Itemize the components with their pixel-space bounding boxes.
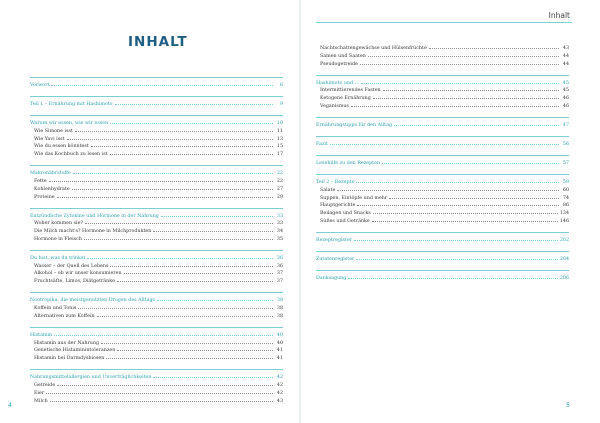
toc-entry-page-number: 146 <box>559 218 569 224</box>
toc-gap <box>316 243 569 248</box>
toc-section-entry[interactable] <box>30 372 283 380</box>
toc-entry-label: Hormone in Fleisch <box>34 236 82 242</box>
toc-entry-label: Nahrungsmittelallergien und Unverträglichkeiten <box>30 375 152 381</box>
section-rule <box>316 136 569 137</box>
page-title: INHALT <box>128 34 188 50</box>
toc-entry-page-number: 13 <box>276 136 283 142</box>
toc-entry-label: Beilagen und Snacks <box>320 211 371 217</box>
toc-entry-label: Hashimoto und … <box>316 80 360 86</box>
section-rule <box>316 117 569 118</box>
toc-entry[interactable] <box>316 185 569 193</box>
dot-leader <box>373 208 558 214</box>
page-gutter <box>299 0 301 423</box>
dot-leader <box>72 184 273 190</box>
dot-leader <box>356 177 559 183</box>
toc-section-entry[interactable] <box>316 235 569 243</box>
dot-leader <box>110 118 273 124</box>
dot-leader <box>157 295 273 301</box>
section-rule <box>30 77 283 78</box>
toc-entry-label: Wie das Kochbuch zu lesen ist <box>34 152 108 158</box>
toc-entry-label: Zutatenregister <box>316 256 355 262</box>
toc-entry-page-number: 46 <box>562 96 569 102</box>
toc-entry-page-number: 37 <box>276 279 283 285</box>
dot-leader <box>357 200 559 206</box>
toc-entry-page-number: 41 <box>276 356 283 362</box>
toc-entry[interactable] <box>30 234 283 242</box>
toc-entry-page-number: 40 <box>276 332 283 338</box>
toc-entry-label: Teil 1 – Ernährung mit Hashimoto <box>30 101 113 107</box>
toc-entry-page-number: 22 <box>276 178 283 184</box>
toc-entry-page-number: 35 <box>276 236 283 242</box>
toc-entry-label: Histamin bei Darmdysbiosen <box>34 356 105 362</box>
toc-entry-label: Salate <box>320 187 336 193</box>
toc-section-entry[interactable] <box>30 295 283 303</box>
toc-entry-page-number: 86 <box>562 203 569 209</box>
toc-entry-label: Koffein und Tonis <box>34 306 77 312</box>
toc-entry-page-number: 43 <box>276 398 283 404</box>
toc-entry-page-number: 202 <box>559 237 569 243</box>
toc-entry-page-number: 74 <box>562 195 569 201</box>
toc-entry[interactable] <box>30 141 283 149</box>
dot-leader <box>110 261 273 267</box>
dot-leader <box>46 388 273 394</box>
toc-entry-label: Histamin <box>30 332 53 338</box>
toc-entry-label: Warum wir essen, wie wir essen <box>30 120 109 126</box>
toc-section-entry[interactable] <box>30 99 283 107</box>
dot-leader <box>84 234 273 240</box>
toc-entry-page-number: 206 <box>559 275 569 281</box>
dot-leader <box>360 59 559 65</box>
toc-entry-page-number: 33 <box>276 221 283 227</box>
toc-entry[interactable] <box>316 85 569 93</box>
toc-entry[interactable] <box>30 149 283 157</box>
toc-entry-page-number: 56 <box>562 141 569 147</box>
toc-entry-page-number: 45 <box>562 88 569 94</box>
toc-entry-label: Teil 2 – Rezepte <box>316 179 355 185</box>
toc-entry-page-number: 11 <box>276 128 283 134</box>
dot-leader <box>330 139 559 145</box>
toc-entry-page-number: 33 <box>276 213 283 219</box>
dot-leader <box>124 268 273 274</box>
toc-entry[interactable] <box>30 388 283 396</box>
dot-leader <box>394 120 559 126</box>
toc-entry-label: Danksagung <box>316 275 347 281</box>
toc-section-entry[interactable] <box>316 177 569 185</box>
toc-entry-page-number: 6 <box>279 83 283 88</box>
dot-leader <box>110 149 273 155</box>
dot-leader <box>54 330 273 336</box>
toc-gap <box>316 109 569 114</box>
dot-leader <box>50 396 273 402</box>
toc-entry-page-number: 44 <box>562 61 569 67</box>
section-rule <box>316 174 569 175</box>
toc-entry-label: Fruchtsäfte, Limos, Diätgetränke <box>34 279 115 285</box>
toc-section-entry[interactable] <box>30 253 283 261</box>
dot-leader <box>361 78 559 84</box>
toc-section-entry[interactable] <box>316 254 569 262</box>
toc-entry-page-number: 40 <box>276 340 283 346</box>
section-rule <box>30 327 283 328</box>
dot-leader <box>373 93 559 99</box>
toc-entry[interactable] <box>316 193 569 201</box>
toc-entry-label: Makronährstoffe <box>30 171 71 177</box>
toc-entry-label: Du bist, was du trinkst <box>30 255 86 261</box>
toc-entry-page-number: 41 <box>276 348 283 354</box>
toc-entry-page-number: 38 <box>276 298 283 304</box>
toc-entry-page-number: 43 <box>562 46 569 51</box>
toc-section-entry[interactable] <box>316 139 569 147</box>
toc-entry-label: Die Milch macht's? Hormone in Milchprodukten <box>34 229 152 235</box>
toc-entry-page-number: 29 <box>276 194 283 200</box>
toc-entry-page-number: 44 <box>562 53 569 59</box>
dot-leader <box>351 101 559 107</box>
toc-entry-page-number: 10 <box>276 120 283 126</box>
toc-entry[interactable] <box>316 216 569 224</box>
dot-leader <box>49 176 273 182</box>
toc-entry[interactable] <box>30 226 283 234</box>
toc-entry[interactable] <box>316 59 569 67</box>
dot-leader <box>97 311 273 317</box>
toc-entry-label: Fazit <box>316 141 328 147</box>
toc-entry[interactable] <box>316 208 569 216</box>
toc-entry[interactable] <box>30 218 283 226</box>
toc-entry-label: Alternativen zum Koffein <box>34 313 95 319</box>
toc-entry-page-number: 57 <box>562 160 569 166</box>
toc-entry-page-number: 15 <box>276 144 283 150</box>
section-rule <box>30 165 283 166</box>
toc-section-entry[interactable] <box>30 168 283 176</box>
toc-entry-page-number: 38 <box>276 306 283 312</box>
dot-leader <box>389 193 559 199</box>
dot-leader <box>117 276 273 282</box>
page-number-left: 4 <box>8 402 12 409</box>
dot-leader <box>75 126 273 132</box>
toc-entry-page-number: 47 <box>562 122 569 128</box>
toc-entry-page-number: 37 <box>276 271 283 277</box>
dot-leader <box>383 85 559 91</box>
section-rule <box>316 155 569 156</box>
toc-section-entry[interactable] <box>316 158 569 166</box>
dot-leader <box>87 253 273 259</box>
dot-leader <box>101 338 273 344</box>
toc-right-column <box>316 43 569 281</box>
section-rule <box>316 270 569 271</box>
toc-entry[interactable] <box>30 126 283 134</box>
header-rule <box>316 22 572 23</box>
page-number-right: 5 <box>566 402 570 409</box>
toc-entry-label: Samen und Saaten <box>320 53 366 59</box>
dot-leader <box>348 273 558 279</box>
dot-leader <box>354 235 558 241</box>
toc-entry[interactable] <box>30 261 283 269</box>
dot-leader <box>85 218 273 224</box>
toc-left-column <box>30 74 283 403</box>
dot-leader <box>117 345 273 351</box>
toc-entry-label: Nootropika, die meistgenutzten Drogen des Alltags <box>30 298 156 304</box>
toc-entry[interactable] <box>30 176 283 184</box>
toc-entry-label: Intermittierendes Fasten <box>320 88 381 94</box>
toc-entry-page-number: 27 <box>276 186 283 192</box>
toc-entry-page-number: 36 <box>276 255 283 261</box>
toc-entry-page-number: 42 <box>276 383 283 389</box>
section-rule <box>30 369 283 370</box>
section-rule <box>316 75 569 76</box>
toc-section-entry[interactable] <box>316 273 569 281</box>
toc-entry-page-number: 42 <box>276 390 283 396</box>
toc-entry-page-number: 34 <box>276 229 283 235</box>
toc-gap <box>30 199 283 204</box>
toc-entry-label: Eier <box>34 390 45 396</box>
dot-leader <box>78 303 273 309</box>
toc-entry[interactable] <box>316 101 569 109</box>
dot-leader <box>372 216 558 222</box>
toc-entry-label: Fette <box>34 178 47 184</box>
toc-entry-label: Wie du essen könntest <box>34 144 89 150</box>
toc-entry-page-number: 59 <box>562 179 569 185</box>
toc-entry-label: Rezeptregister <box>316 237 353 243</box>
toc-entry-label: Nachtschattengewächse und Hülsenfrüchte <box>320 46 427 51</box>
toc-entry-page-number: 204 <box>559 256 569 262</box>
toc-gap <box>30 88 283 93</box>
toc-entry[interactable] <box>30 353 283 361</box>
toc-entry[interactable] <box>30 396 283 404</box>
toc-entry[interactable] <box>316 200 569 208</box>
toc-entry[interactable] <box>316 51 569 59</box>
toc-entry-label: Entzündliche Zytokine und Hormone in der Nahrung <box>30 213 159 219</box>
dot-leader <box>153 226 273 232</box>
toc-entry-label: Wie Yavi isst <box>34 136 65 142</box>
section-rule <box>30 208 283 209</box>
dot-leader <box>337 185 559 191</box>
dot-leader <box>91 141 273 147</box>
toc-entry[interactable] <box>30 303 283 311</box>
toc-section-entry[interactable] <box>30 118 283 126</box>
dot-leader <box>73 168 273 174</box>
dot-leader <box>115 99 273 105</box>
toc-section-entry[interactable] <box>30 330 283 338</box>
dot-leader <box>106 353 273 359</box>
toc-entry-label: Ketogene Ernährung <box>320 96 371 102</box>
section-rule <box>30 115 283 116</box>
toc-entry-page-number: 60 <box>562 187 569 193</box>
toc-entry-page-number: 42 <box>276 375 283 381</box>
toc-entry-page-number: 9 <box>279 101 283 107</box>
toc-entry-label: Pseudogetreide <box>320 61 358 67</box>
toc-entry-page-number: 45 <box>562 80 569 86</box>
toc-entry[interactable] <box>30 345 283 353</box>
dot-leader <box>153 372 273 378</box>
toc-entry-label: Woher kommen sie? <box>34 221 83 227</box>
toc-entry-label: Süßes und Getränke <box>320 218 370 224</box>
toc-entry[interactable] <box>30 268 283 276</box>
section-rule <box>316 232 569 233</box>
dot-leader <box>57 192 273 198</box>
toc-entry-label: Ernährungstipps für den Alltag <box>316 122 393 128</box>
toc-entry-page-number: 22 <box>276 171 283 177</box>
dot-leader <box>382 158 559 164</box>
toc-entry-label: Milch <box>34 398 48 404</box>
toc-entry-page-number: 38 <box>276 313 283 319</box>
toc-entry-label: Vorwort <box>30 83 50 88</box>
dot-leader <box>67 134 273 140</box>
toc-entry-page-number: 36 <box>276 263 283 269</box>
toc-entry-label: Histamin aus der Nahrung <box>34 340 100 346</box>
toc-entry-label: Lesehilfe zu den Rezepten <box>316 160 381 166</box>
toc-section-entry[interactable] <box>30 211 283 219</box>
toc-entry-label: Veganismus <box>320 103 349 109</box>
toc-entry-label: Wie Simone isst <box>34 128 73 134</box>
toc-entry-label: Genetische Histaminintoleranzen <box>34 348 116 354</box>
toc-entry-label: Alkohol – ob wir unser konsumieren <box>34 271 122 277</box>
toc-entry[interactable] <box>30 380 283 388</box>
dot-leader <box>356 254 558 260</box>
toc-entry[interactable] <box>30 184 283 192</box>
toc-entry[interactable] <box>316 93 569 101</box>
toc-entry-page-number: 46 <box>562 103 569 109</box>
dot-leader <box>368 51 559 57</box>
toc-entry-label: Proteine <box>34 194 55 200</box>
section-rule <box>30 292 283 293</box>
dot-leader <box>161 211 273 217</box>
toc-section-entry[interactable] <box>316 78 569 86</box>
toc-entry[interactable] <box>316 43 569 51</box>
toc-entry[interactable] <box>30 276 283 284</box>
toc-entry-label: Wasser – der Quell des Lebens <box>34 263 109 269</box>
toc-section-entry[interactable] <box>30 80 283 88</box>
toc-gap <box>316 147 569 152</box>
toc-entry-page-number: 134 <box>559 211 569 217</box>
toc-entry[interactable] <box>30 338 283 346</box>
toc-entry-page-number: 17 <box>276 152 283 158</box>
section-rule <box>30 96 283 97</box>
toc-entry[interactable] <box>30 134 283 142</box>
dot-leader <box>429 43 559 49</box>
dot-leader <box>51 80 273 86</box>
toc-entry-label: Hauptgerichte <box>320 203 356 209</box>
toc-entry-label: Getreide <box>34 383 56 389</box>
toc-entry[interactable] <box>30 311 283 319</box>
toc-entry-label: Kohlenhydrate <box>34 186 70 192</box>
section-rule <box>30 250 283 251</box>
toc-section-entry[interactable] <box>316 120 569 128</box>
toc-entry[interactable] <box>30 192 283 200</box>
dot-leader <box>57 380 273 386</box>
toc-entry-label: Suppen, Eintöpfe und mehr <box>320 195 388 201</box>
section-rule <box>316 251 569 252</box>
running-header-title: Inhalt <box>548 11 570 20</box>
